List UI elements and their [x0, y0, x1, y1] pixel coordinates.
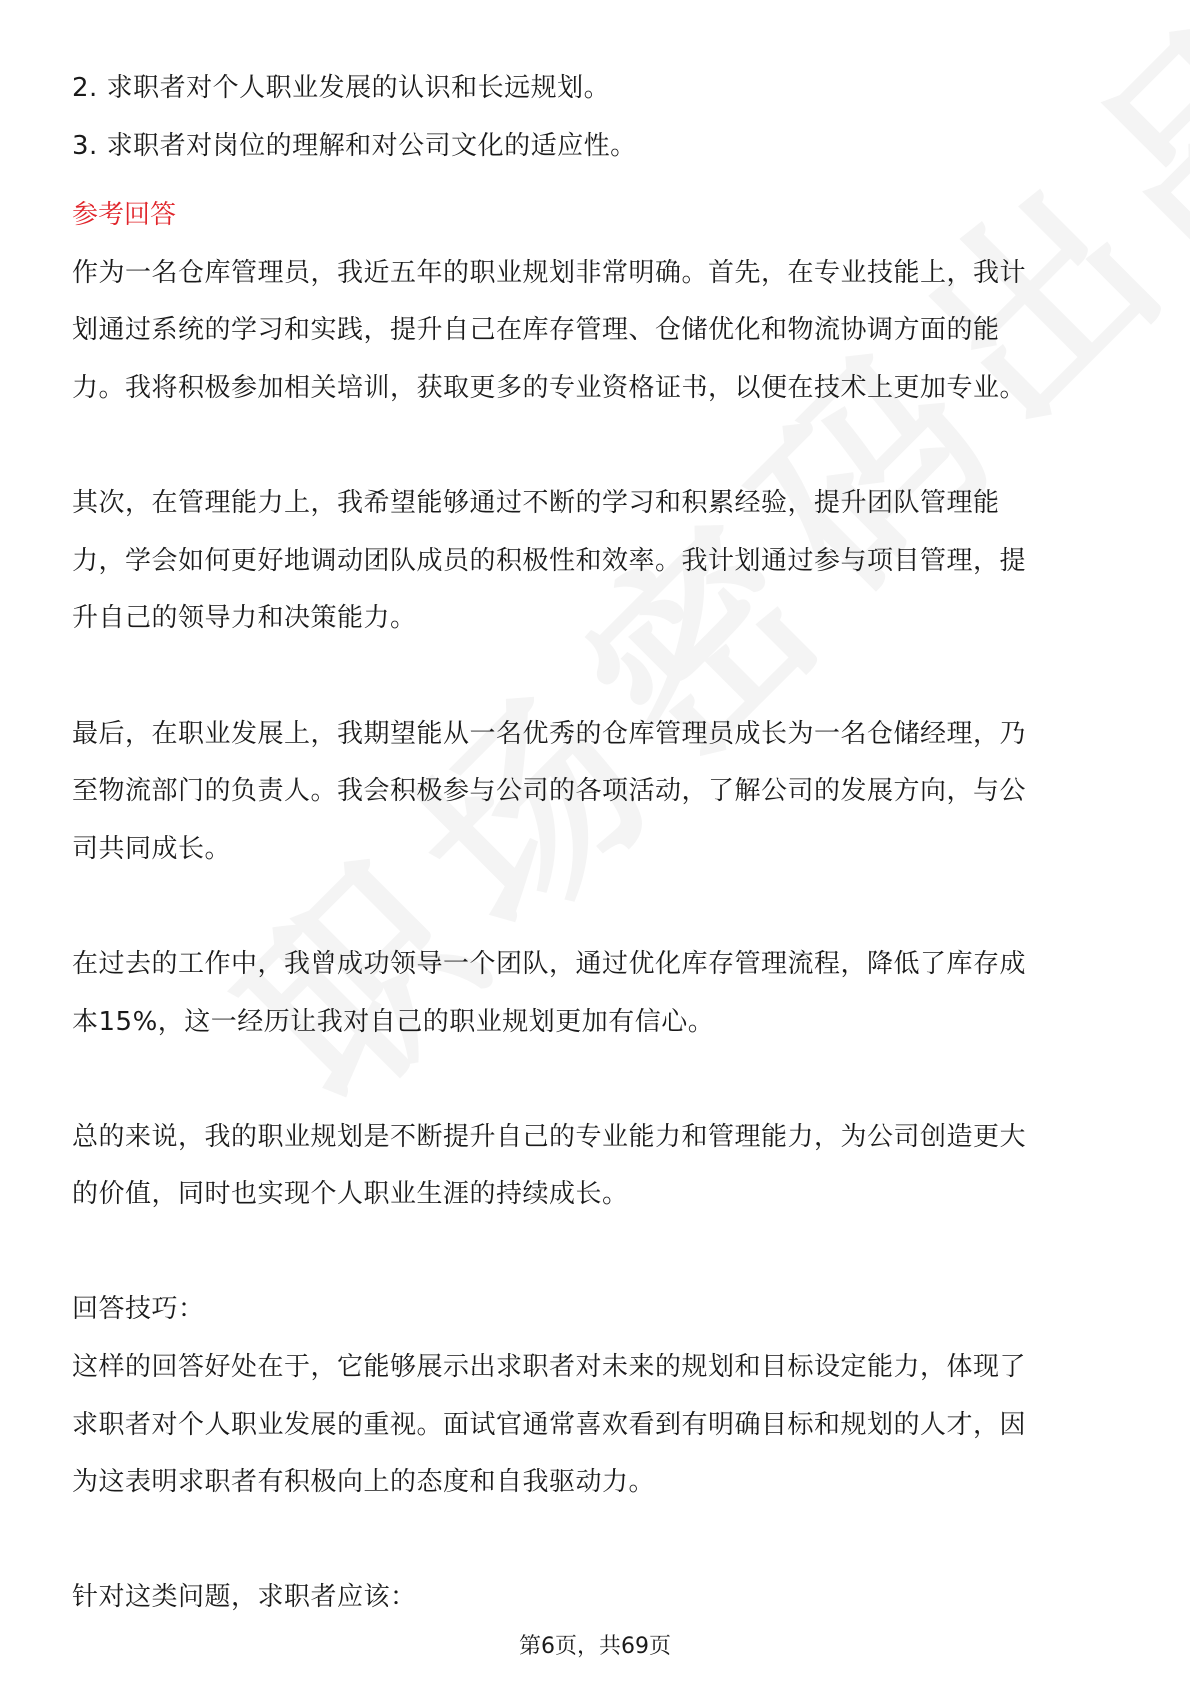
paragraph-gap: [72, 1051, 1122, 1109]
paragraph-line: 最后，在职业发展上，我期望能从一名优秀的仓库管理员成长为一名仓储经理，乃: [72, 718, 1027, 749]
page-number-footer: 第6页，共69页: [519, 1634, 671, 1659]
paragraph-line: 划通过系统的学习和实践，提升自己在库存管理、仓储优化和物流协调方面的能: [72, 315, 1000, 346]
paragraph-3: [72, 706, 1122, 879]
paragraph-gap: [72, 1512, 1122, 1570]
paragraph-line: 为这表明求职者有积极向上的态度和自我驱动力。: [72, 1467, 656, 1498]
paragraph-gap: [72, 418, 1122, 476]
paragraph-gap: [72, 878, 1122, 936]
closing-line: 针对这类问题，求职者应该：: [72, 1582, 417, 1613]
tips-paragraph: [72, 1339, 1122, 1512]
document-body: [72, 60, 1122, 1627]
tips-heading: 回答技巧：: [72, 1294, 205, 1325]
paragraph-line: 升自己的领导力和决策能力。: [72, 603, 417, 634]
paragraph-line: 这样的回答好处在于，它能够展示出求职者对未来的规划和目标设定能力，体现了: [72, 1352, 1027, 1383]
paragraph-line: 力，学会如何更好地调动团队成员的积极性和效率。我计划通过参与项目管理，提: [72, 545, 1027, 576]
paragraph-gap: [72, 648, 1122, 706]
paragraph-line: 求职者对个人职业发展的重视。面试官通常喜欢看到有明确目标和规划的人才，因: [72, 1409, 1027, 1440]
paragraph-line: 的价值，同时也实现个人职业生涯的持续成长。: [72, 1179, 629, 1210]
paragraph-4: [72, 936, 1122, 1051]
paragraph-1: [72, 245, 1122, 418]
paragraph-line: 力。我将积极参加相关培训，获取更多的专业资格证书，以便在技术上更加专业。: [72, 372, 1027, 403]
paragraph-line: 司共同成长。: [72, 833, 232, 864]
paragraph-line: 总的来说，我的职业规划是不断提升自己的专业能力和管理能力，为公司创造更大: [72, 1121, 1027, 1152]
list-item-3: 3. 求职者对岗位的理解和对公司文化的适应性。: [72, 130, 637, 161]
paragraph-line: 在过去的工作中，我曾成功领导一个团队，通过优化库存管理流程，降低了库存成: [72, 948, 1027, 979]
paragraph-line: 至物流部门的负责人。我会积极参与公司的各项活动，了解公司的发展方向，与公: [72, 776, 1027, 807]
list-item-2: 2. 求职者对个人职业发展的认识和长远规划。: [72, 73, 611, 103]
paragraph-gap: [72, 1224, 1122, 1282]
paragraph-5: [72, 1109, 1122, 1224]
paragraph-line: 作为一名仓库管理员，我近五年的职业规划非常明确。首先，在专业技能上，我计: [72, 257, 1027, 288]
paragraph-2: [72, 475, 1122, 648]
reference-answer-heading: 参考回答: [72, 200, 177, 231]
paragraph-line: 其次，在管理能力上，我希望能够通过不断的学习和积累经验，提升团队管理能: [72, 488, 1000, 519]
paragraph-line: 本15%，这一经历让我对自己的职业规划更加有信心。: [72, 1006, 715, 1037]
